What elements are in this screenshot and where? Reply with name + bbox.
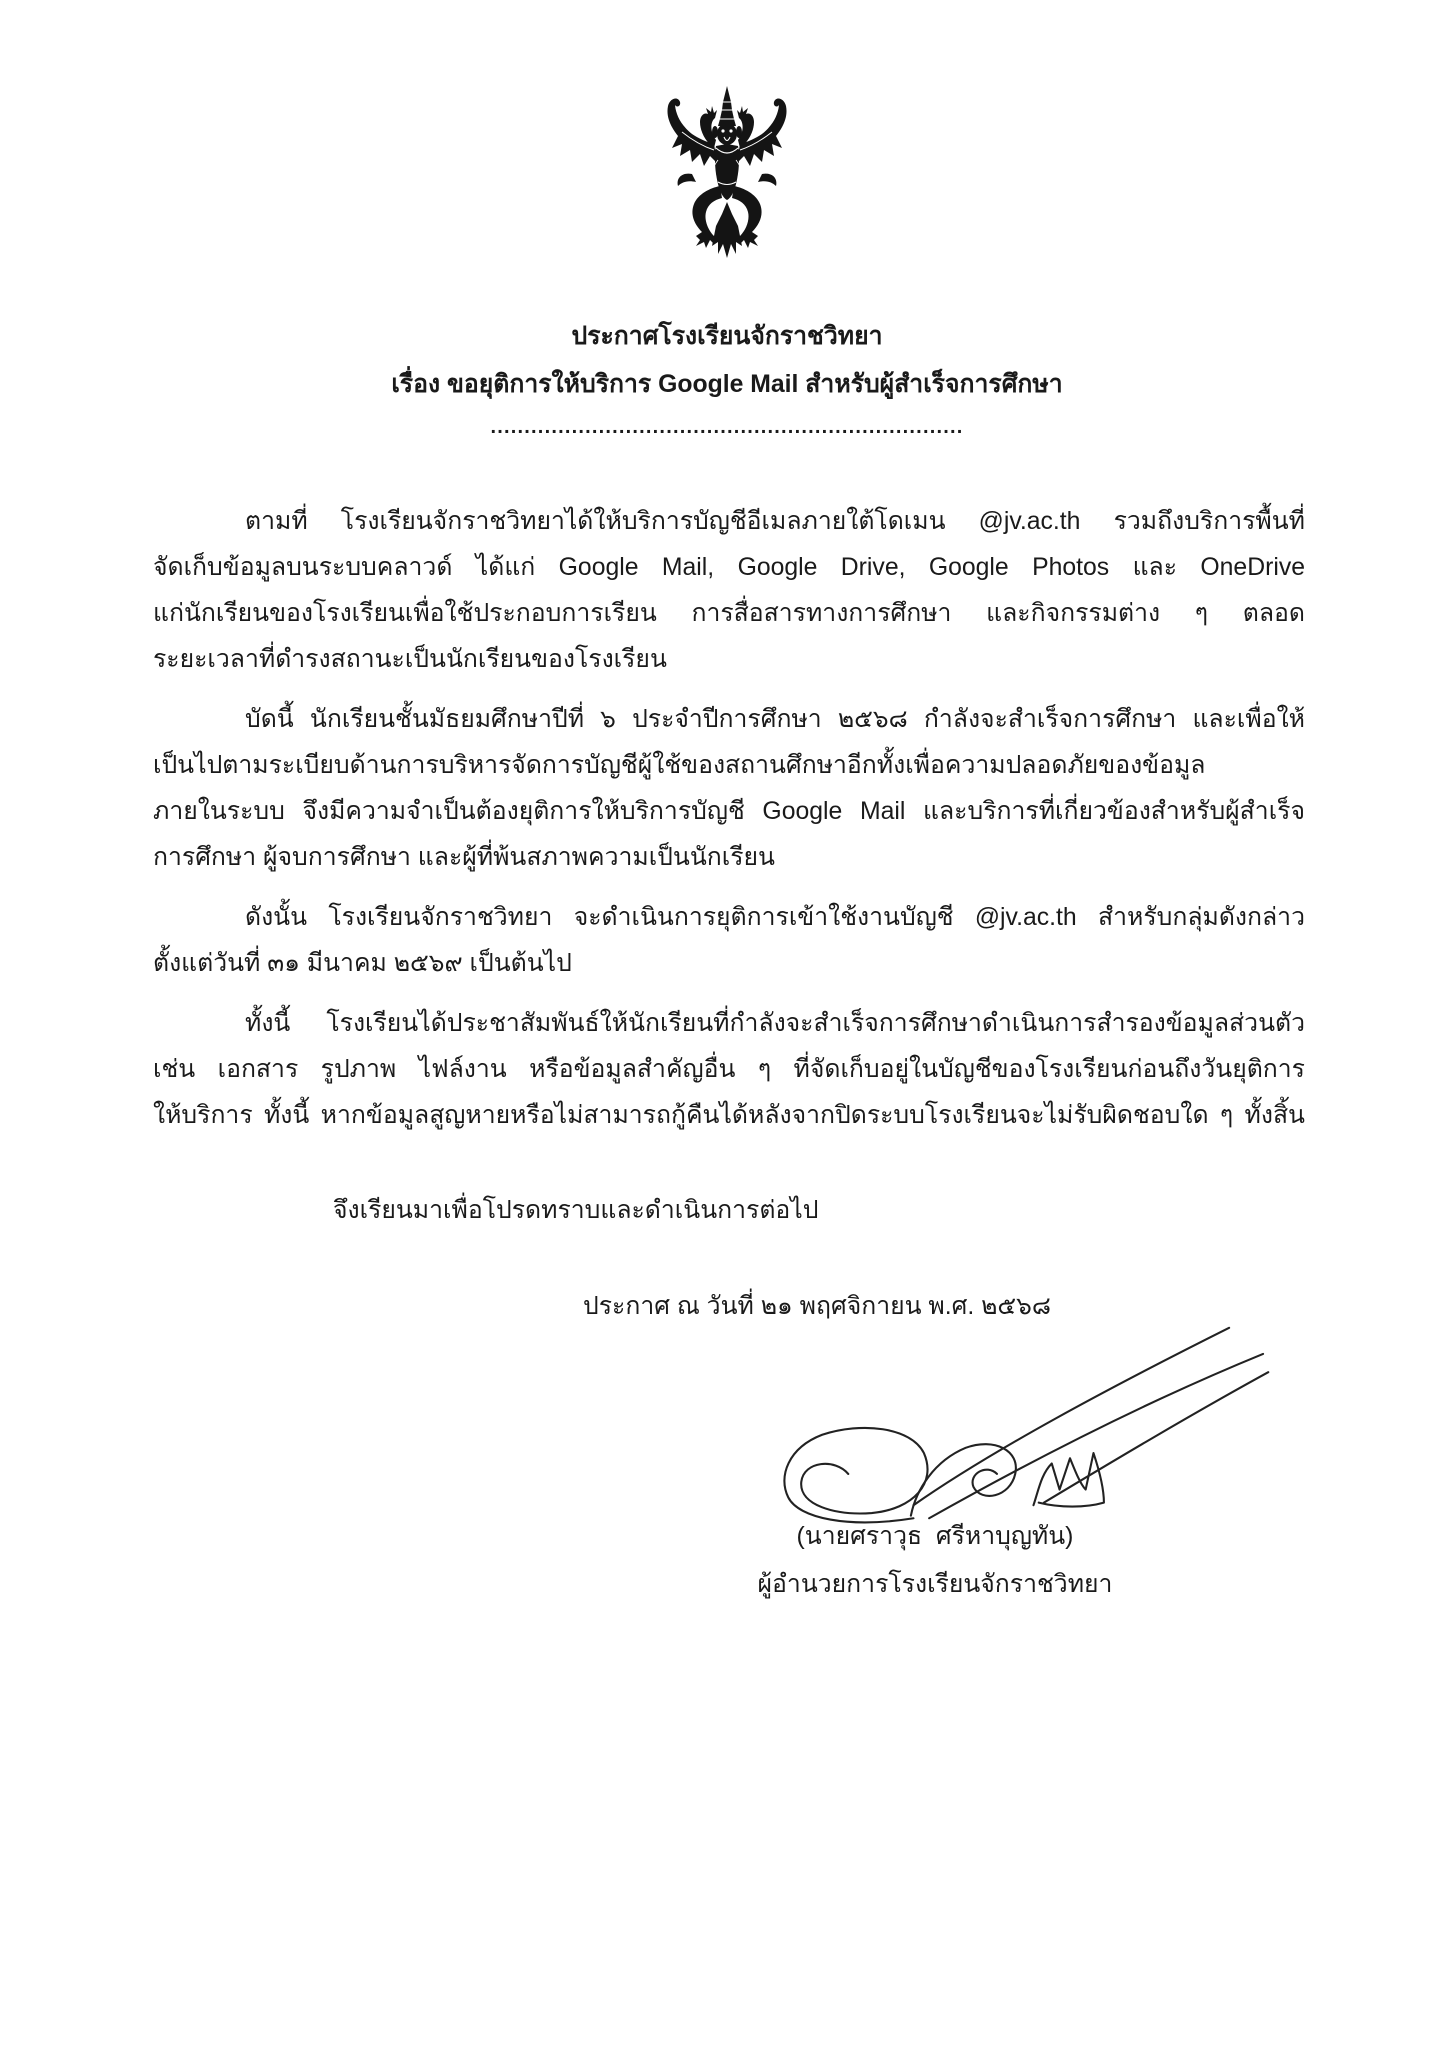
signer-position: ผู้อำนวยการโรงเรียนจักราชวิทยา xyxy=(757,1571,1113,1598)
line-text: เช่น เอกสาร รูปภาพ ไฟล์งาน หรือข้อมูลสำคัญอื่น ๆ ที่จัดเก็บอยู่ในบัญชีของโรงเรียนก่อนถึงวันยุติการ xyxy=(153,1056,1305,1083)
garuda-crown xyxy=(718,86,736,126)
announcement-subject: เรื่อง ขอยุติการให้บริการ Google Mail สำหรับผู้สำเร็จการศึกษา xyxy=(391,371,1063,398)
paragraph-line xyxy=(153,895,1305,941)
line-text: เป็นไปตามระเบียบด้านการบริหารจัดการบัญชีผู้ใช้ของสถานศึกษาอีกทั้งเพื่อความปลอดภัยของข้อมูล xyxy=(153,752,1206,779)
paragraph-line xyxy=(153,697,1305,743)
line-text: การศึกษา ผู้จบการศึกษา และผู้ที่พ้นสภาพความเป็นนักเรียน xyxy=(153,844,775,871)
paragraph-line xyxy=(153,499,1305,545)
signature-loop xyxy=(784,1428,927,1522)
line-text: ระยะเวลาที่ดำรงสถานะเป็นนักเรียนของโรงเรียน xyxy=(153,646,667,673)
signature xyxy=(770,1320,1280,1530)
line-text: บัดนี้ นักเรียนชั้นมัธยมศึกษาปีที่ ๖ ประจำปีการศึกษา ๒๕๖๘ กำลังจะสำเร็จการศึกษา และเพื่อให้ xyxy=(245,706,1305,733)
signature-stroke xyxy=(1044,1372,1268,1502)
garuda-head xyxy=(717,123,737,145)
line-text: ทั้งนี้ โรงเรียนได้ประชาสัมพันธ์ให้นักเรียนที่กำลังจะสำเร็จการศึกษาดำเนินการสำรองข้อมูลส่วนตัว xyxy=(245,1010,1305,1037)
line-text: ตามที่ โรงเรียนจักราชวิทยาได้ให้บริการบัญชีอีเมลภายใต้โดเมน @jv.ac.th รวมถึงบริการพื้นที่ xyxy=(245,508,1305,535)
signature-mark xyxy=(1033,1453,1103,1506)
garuda-figure xyxy=(667,86,786,258)
paragraph-2 xyxy=(153,697,1305,881)
dotted-separator: ...................................................................... xyxy=(490,416,964,438)
closing-line: จึงเรียนมาเพื่อโปรดทราบและดำเนินการต่อไป xyxy=(333,1197,819,1224)
paragraph-line xyxy=(153,743,1305,789)
line-text: ตั้งแต่วันที่ ๓๑ มีนาคม ๒๕๖๙ เป็นต้นไป xyxy=(153,950,572,977)
announcement-title: ประกาศโรงเรียนจักราชวิทยา xyxy=(571,323,883,350)
line-text: ให้บริการ ทั้งนี้ หากข้อมูลสูญหายหรือไม่สามารถกู้คืนได้หลังจากปิดระบบโรงเรียนจะไม่รับผิดชอบใด ๆ ทั้งสิ้น xyxy=(153,1102,1305,1129)
paragraph-4 xyxy=(153,1001,1305,1139)
paragraph-1 xyxy=(153,499,1305,683)
paragraph-line xyxy=(153,1001,1305,1047)
line-text: แก่นักเรียนของโรงเรียนเพื่อใช้ประกอบการเรียน การสื่อสารทางการศึกษา และกิจกรรมต่าง ๆ ตลอด xyxy=(153,600,1305,627)
line-text: จัดเก็บข้อมูลบนระบบคลาวด์ ได้แก่ Google Mail, Google Drive, Google Photos และ OneDrive xyxy=(153,554,1305,581)
garuda-eye xyxy=(721,129,724,132)
paragraph-line xyxy=(153,1047,1305,1093)
garuda-emblem xyxy=(652,86,802,258)
garuda-eye xyxy=(729,129,732,132)
paragraph-line xyxy=(153,789,1305,835)
paragraph-line xyxy=(153,835,1305,881)
signer-name: (นายศราวุธ ศรีหาบุญทัน) xyxy=(796,1523,1074,1550)
paragraph-line xyxy=(153,1093,1305,1139)
paragraph-line xyxy=(153,545,1305,591)
paragraph-line xyxy=(153,591,1305,637)
paragraph-line xyxy=(153,637,1305,683)
line-text: ดังนั้น โรงเรียนจักราชวิทยา จะดำเนินการยุติการเข้าใช้งานบัญชี @jv.ac.th สำหรับกลุ่มดังกล่าว xyxy=(245,904,1305,931)
line-text: ภายในระบบ จึงมีความจำเป็นต้องยุติการให้บริการบัญชี Google Mail และบริการที่เกี่ยวข้องสำหรับผู้สำเร็จ xyxy=(153,798,1305,825)
announcement-date: ประกาศ ณ วันที่ ๒๑ พฤศจิกายน พ.ศ. ๒๕๖๘ xyxy=(583,1293,1052,1320)
paragraph-3 xyxy=(153,895,1305,987)
announcement-body xyxy=(153,499,1305,1153)
signature-stroke xyxy=(913,1328,1229,1505)
paragraph-line xyxy=(153,941,1305,987)
